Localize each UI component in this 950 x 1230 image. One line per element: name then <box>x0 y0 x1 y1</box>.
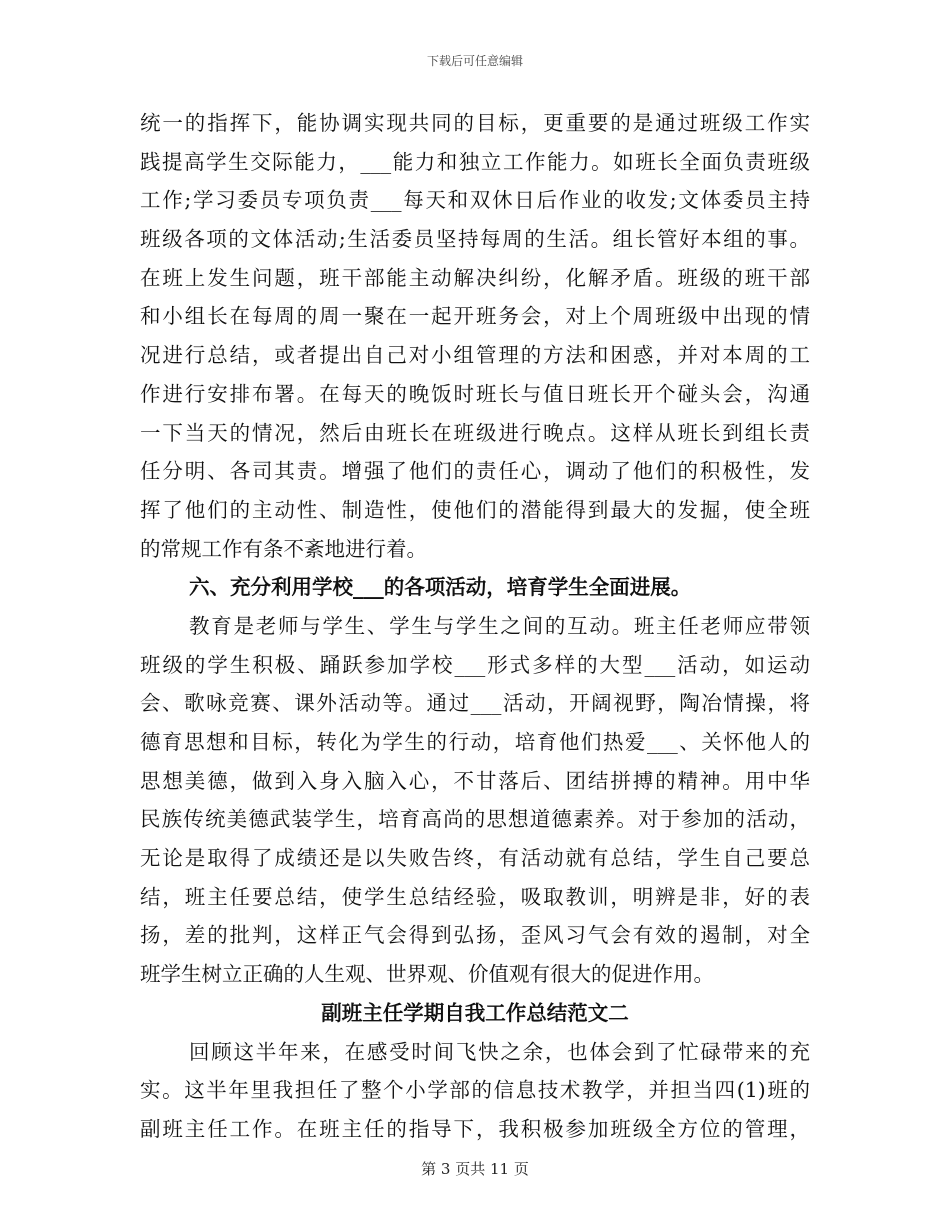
text-line: 在班上发生问题，班干部能主动解决纠纷，化解矛盾。班级的班干部 <box>140 265 810 290</box>
text-line: 作进行安排布署。在每天的晚饭时班长与值日班长开个碰头会，沟通 <box>140 381 810 406</box>
paragraph-activities <box>140 607 810 994</box>
text-line: 任分明、各司其责。增强了他们的责任心，调动了他们的积极性，发 <box>140 459 810 484</box>
page-footer: 第 3 页共 11 页 <box>421 1160 529 1178</box>
text-line: 班学生树立正确的人生观、世界观、价值观有很大的促进作用。 <box>140 962 714 987</box>
text-line: 况进行总结，或者提出自己对小组管理的方法和困惑，并对本周的工 <box>140 343 810 368</box>
text-line: 无论是取得了成绩还是以失败告终，有活动就有总结，学生自己要总 <box>140 846 810 871</box>
text-line: 统一的指挥下，能协调实现共同的目标，更重要的是通过班级工作实 <box>140 111 810 135</box>
text-line: 和小组长在每周的周一聚在一起开班务会，对上个周班级中出现的情 <box>140 304 810 329</box>
text-line: 挥了他们的主动性、制造性，使他们的潜能得到最大的发掘，使全班 <box>140 497 810 522</box>
section-title: 副班主任学期自我工作总结范文二 <box>321 1000 629 1025</box>
text-line: 会、歌咏竞赛、课外活动等。通过___活动，开阔视野，陶冶情操，将 <box>140 691 810 716</box>
text-line: 回顾这半年来，在感受时间飞快之余，也体会到了忙碌带来的充 <box>189 1039 810 1064</box>
page-header: 下载后可任意编辑 <box>426 54 523 68</box>
text-line: 思想美德，做到入身入脑入心，不甘落后、团结拼搏的精神。用中华 <box>140 768 810 793</box>
text-line: 教育是老师与学生、学生与学生之间的互动。班主任老师应带领 <box>189 613 810 638</box>
text-line: 民族传统美德武装学生，培育高尚的思想道德素养。对于参加的活动， <box>140 807 810 832</box>
text-line: 实。这半年里我担任了整个小学部的信息技术教学，并担当四(1)班的 <box>140 1078 810 1103</box>
paragraph-class-management <box>140 104 810 568</box>
text-line: 班级各项的文体活动;生活委员坚持每周的生活。组长管好本组的事。 <box>140 227 810 252</box>
text-line: 扬，差的批判，这样正气会得到弘扬，歪风习气会有效的遏制，对全 <box>140 923 810 948</box>
text-line: 德育思想和目标，转化为学生的行动，培育他们热爱___、关怀他人的 <box>140 730 810 754</box>
text-line: 工作;学习委员专项负责___每天和双休日后作业的收发;文体委员主持 <box>140 188 810 213</box>
text-line: 的常规工作有条不紊地进行着。 <box>140 536 427 561</box>
document-body <box>140 104 810 1149</box>
text-line: 结，班主任要总结，使学生总结经验，吸取教训，明辨是非，好的表 <box>140 884 810 909</box>
paragraph-review <box>140 1033 810 1149</box>
text-line: 副班主任工作。在班主任的指导下，我积极参加班级全方位的管理， <box>140 1116 810 1141</box>
section-heading-6: 六、充分利用学校___的各项活动，培育学生全面进展。 <box>189 575 692 600</box>
text-line: 班级的学生积极、踊跃参加学校___形式多样的大型___活动，如运动 <box>140 652 810 677</box>
text-line: 践提高学生交际能力，___能力和独立工作能力。如班长全面负责班级 <box>140 149 810 174</box>
text-line: 一下当天的情况，然后由班长在班级进行晚点。这样从班长到组长责 <box>140 420 810 445</box>
